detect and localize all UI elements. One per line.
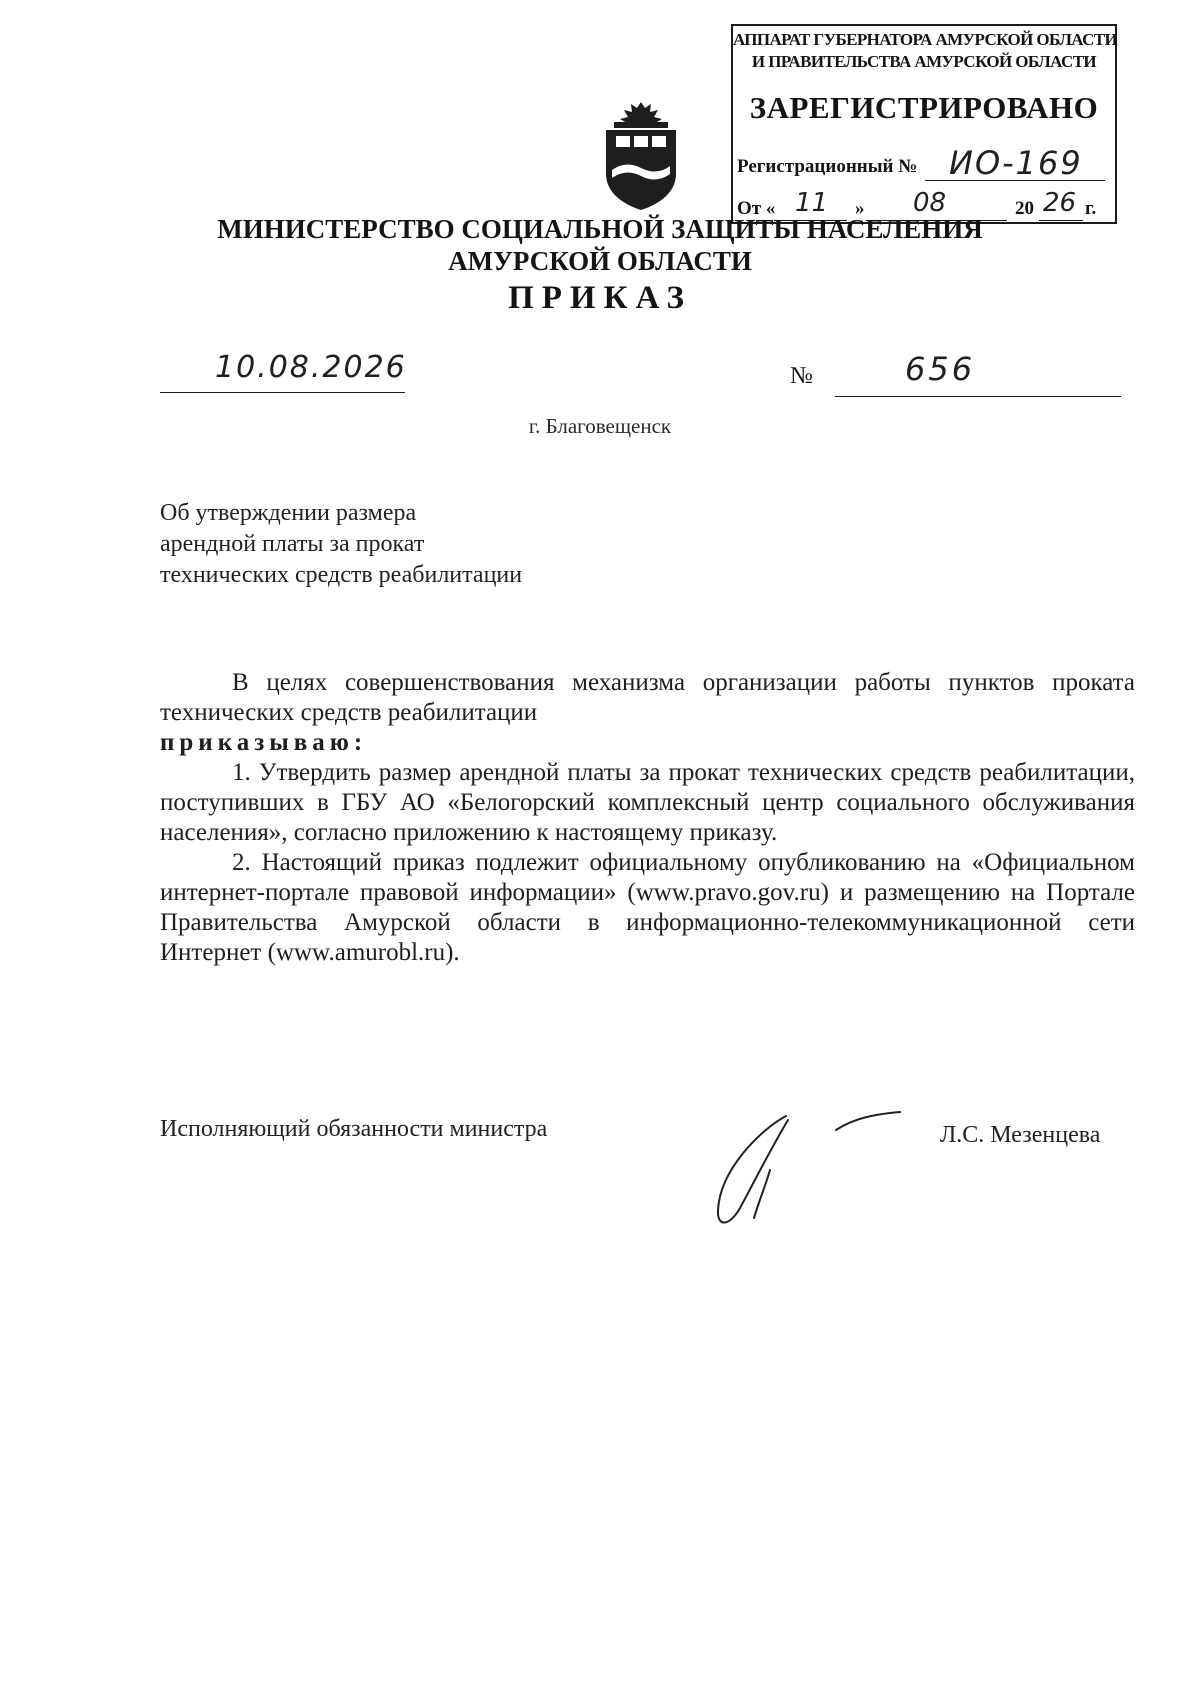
ministry-name: МИНИСТЕРСТВО СОЦИАЛЬНОЙ ЗАЩИТЫ НАСЕЛЕНИЯ <box>217 214 983 244</box>
document-type: ПРИКАЗ <box>508 280 692 316</box>
subject-line: арендной платы за прокат <box>160 531 425 557</box>
order-body <box>160 668 1135 968</box>
stamp-month: 08 <box>913 188 947 218</box>
subject-line: Об утверждении размера <box>160 500 417 526</box>
stamp-year-end: г. <box>1085 198 1097 219</box>
number-sign: № <box>790 363 813 389</box>
order-item-2: 2. Настоящий приказ подлежит официальному опубликованию на «Официальном интернет-портале правовой информации» (www.pravo.gov.ru) и размещению на Портале Правительства Амурской области в информационно-телекоммуникационной сети Интернет (www.amurobl.ru). <box>160 849 1135 966</box>
stamp-reg-label: Регистрационный № <box>737 156 918 177</box>
ministry-region: АМУРСКОЙ ОБЛАСТИ <box>448 246 752 276</box>
order-number-field <box>835 352 1121 397</box>
stamp-year-prefix: 20 <box>1015 198 1034 219</box>
order-subject <box>160 498 522 591</box>
subject-line: технических средств реабилитации <box>160 562 523 588</box>
stamp-day: 11 <box>795 188 829 218</box>
order-date: 10.08.2026 <box>215 350 407 385</box>
stamp-registration-row <box>737 144 1107 184</box>
order-item-1: 1. Утвердить размер арендной платы за прокат технических средств реабилитации, поступивших в ГБУ АО «Белогорский комплексный центр социального обслуживания населения», согласно приложению к настоящему приказу. <box>160 759 1135 846</box>
stamp-date-prefix: От « <box>737 198 776 219</box>
stamp-title: ЗАРЕГИСТРИРОВАНО <box>749 90 1099 125</box>
handwritten-signature <box>700 1100 940 1240</box>
stamp-year-suffix: 26 <box>1043 188 1077 218</box>
city: г. Благовещенск <box>528 414 672 438</box>
order-word: приказываю: <box>160 729 368 756</box>
stamp-org-line1: АППАРАТ ГУБЕРНАТОРА АМУРСКОЙ ОБЛАСТИ <box>733 30 1118 49</box>
order-number: 656 <box>905 350 976 388</box>
coat-of-arms-icon <box>600 100 682 212</box>
stamp-day-close: » <box>855 198 865 219</box>
registration-stamp <box>731 24 1117 224</box>
stamp-reg-number: ИО-169 <box>949 144 1083 182</box>
signatory-position: Исполняющий обязанности министра <box>160 1116 548 1142</box>
order-date-field <box>160 352 405 393</box>
preamble: В целях совершенствования механизма организации работы пунктов проката технических средств реабилитации <box>160 669 1135 726</box>
stamp-org-line2: И ПРАВИТЕЛЬСТВА АМУРСКОЙ ОБЛАСТИ <box>751 52 1097 71</box>
signatory-name: Л.С. Мезенцева <box>940 1122 1101 1148</box>
